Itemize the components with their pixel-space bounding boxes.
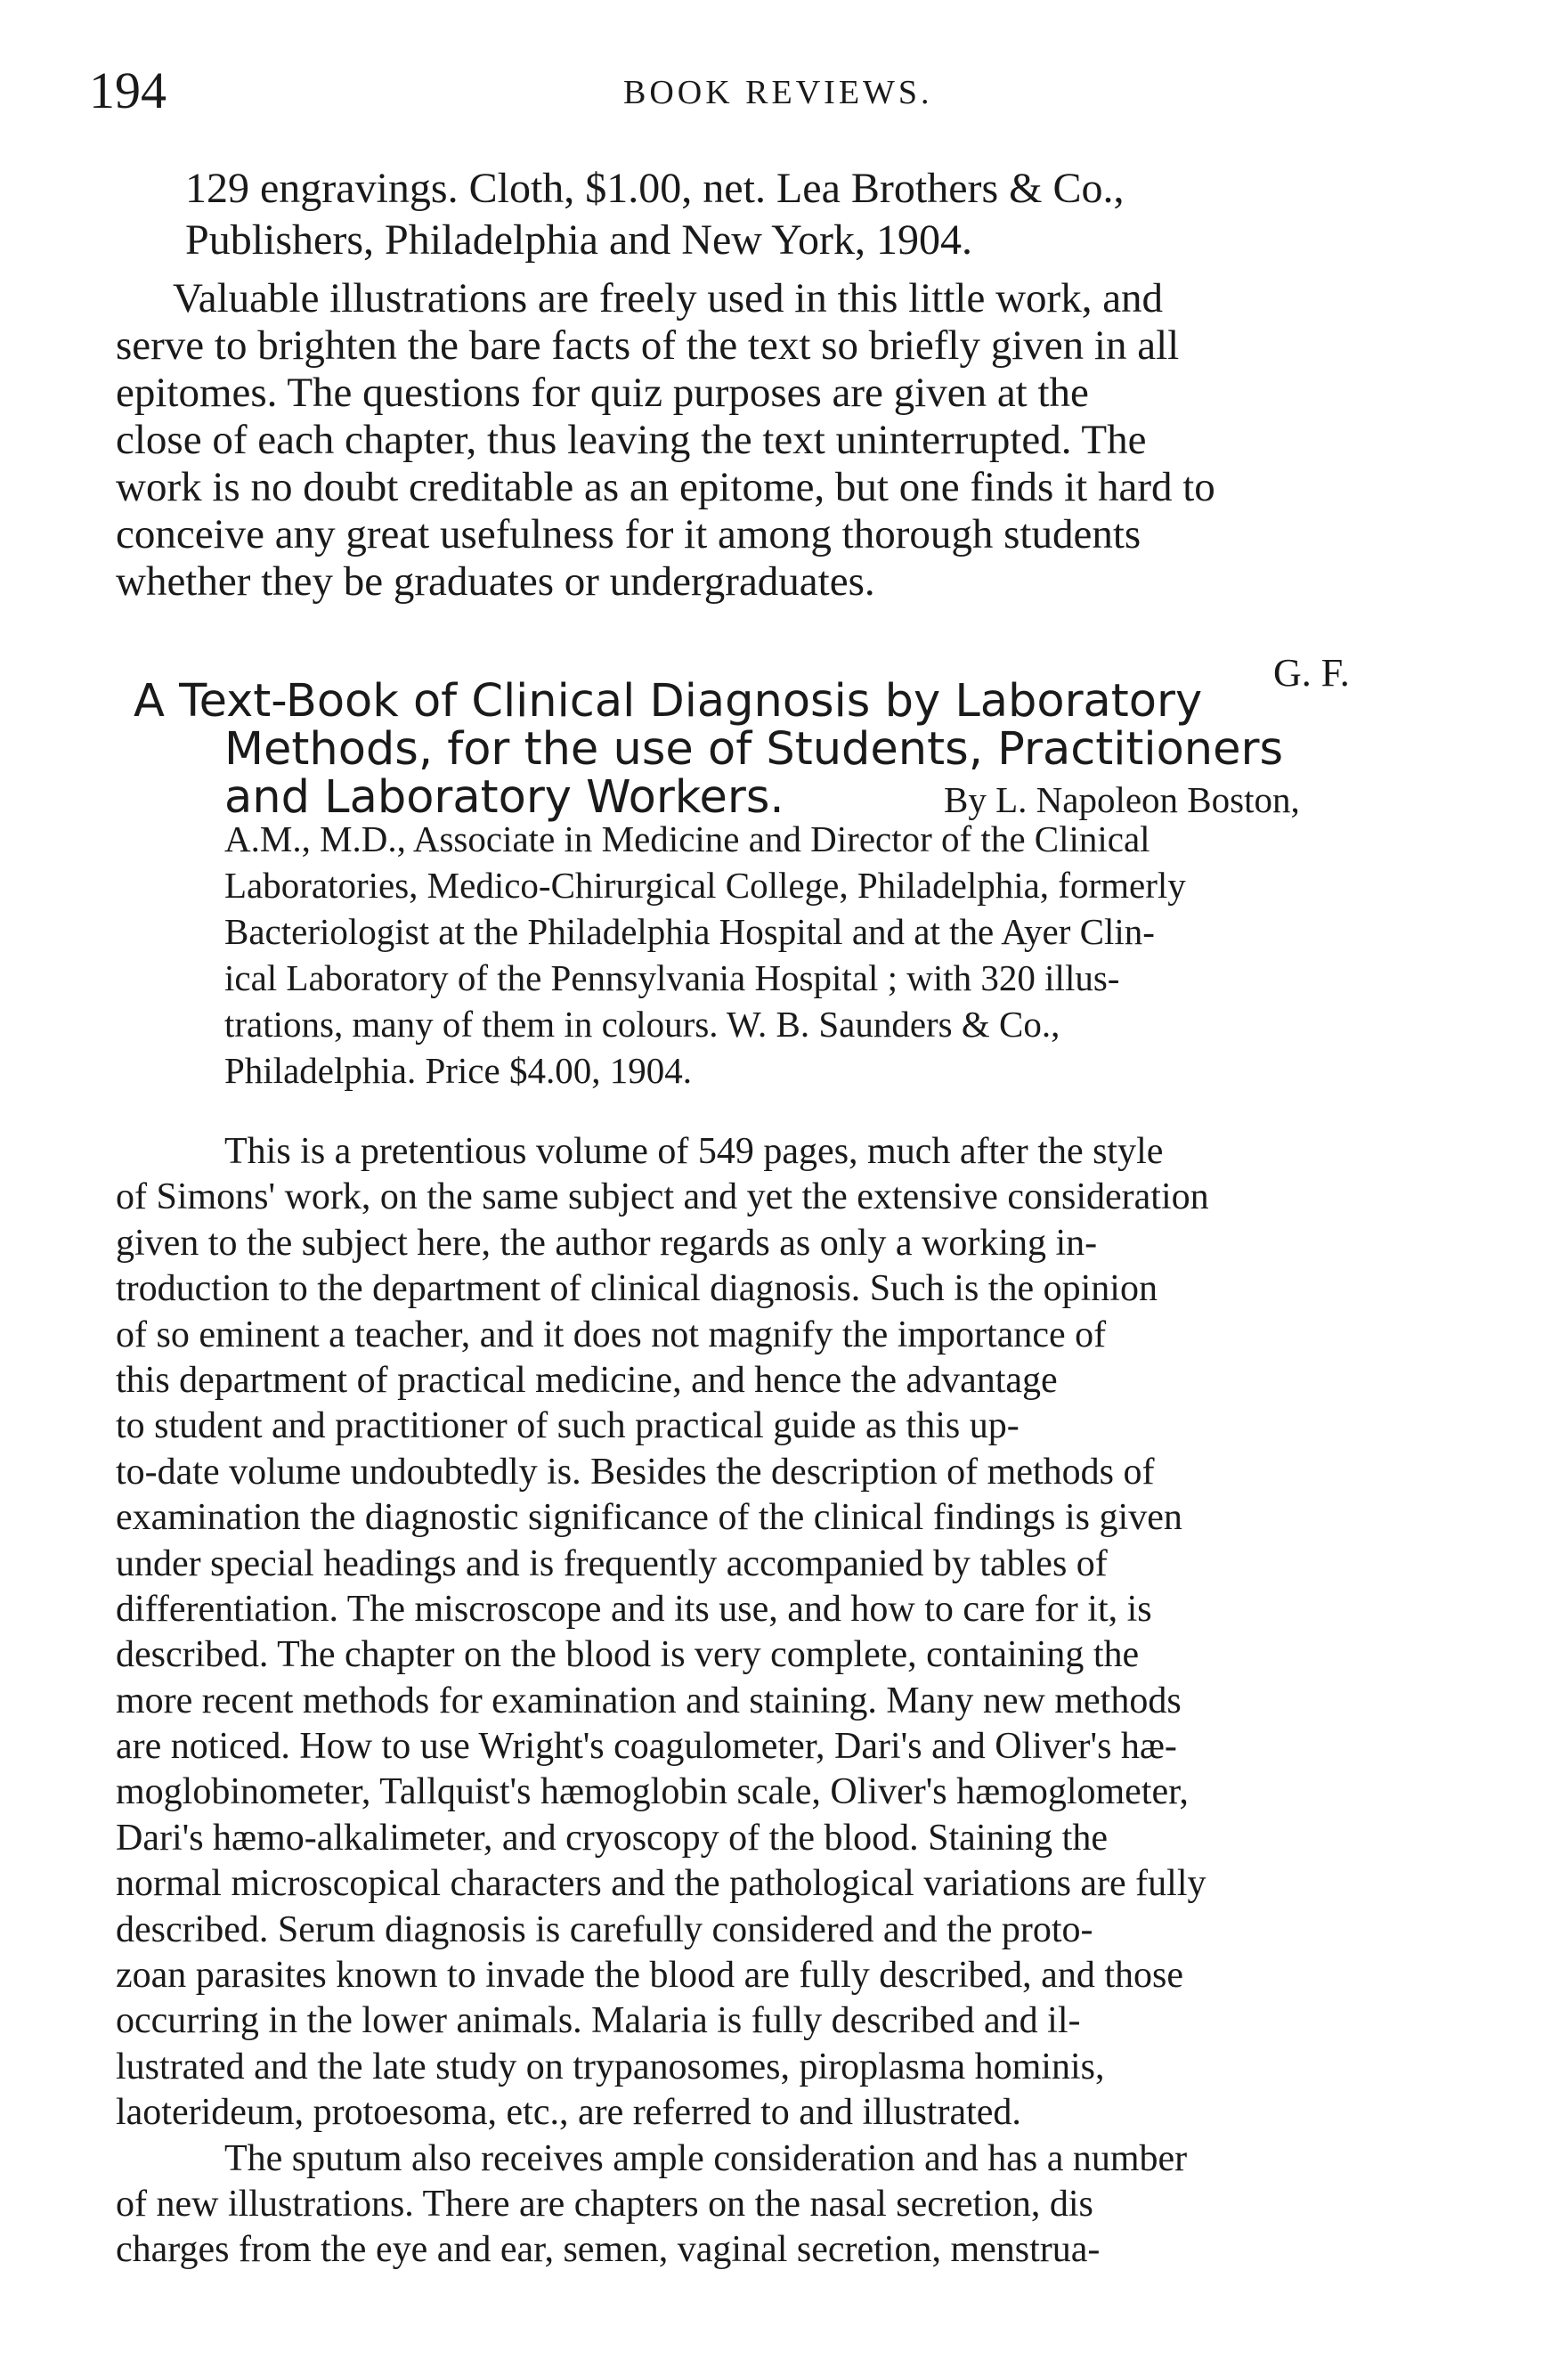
running-head: BOOK REVIEWS. (623, 74, 933, 111)
paragraph-line: epitomes. The questions for quiz purposes are given at the (116, 370, 1089, 416)
paragraph-line: serve to brighten the bare facts of the text so briefly given in all (116, 322, 1180, 369)
details-line: Laboratories, Medico-Chirurgical College, Philadelphia, formerly (224, 865, 1186, 906)
paragraph-line: whether they be graduates or undergraduates. (116, 558, 875, 605)
paragraph-line: more recent methods for examination and staining. Many new methods (116, 1680, 1182, 1721)
paragraph-line: Valuable illustrations are freely used in this little work, and (173, 275, 1164, 321)
paragraph-line: charges from the eye and ear, semen, vaginal secretion, menstrua- (116, 2229, 1101, 2271)
paragraph-line: zoan parasites known to invade the blood are fully described, and those (116, 1955, 1183, 1997)
review-body (116, 1133, 1209, 2277)
reviewer-signature: G. F. (1273, 651, 1350, 695)
paragraph-line: close of each chapter, thus leaving the text uninterrupted. The (116, 417, 1147, 463)
paragraph-line: to student and practitioner of such practical guide as this up- (116, 1405, 1020, 1447)
paragraph-line: Dari's hæmo-alkalimeter, and cryoscopy of the blood. Staining the (116, 1817, 1108, 1859)
paragraph-line: this department of practical medicine, and hence the advantage (116, 1359, 1058, 1401)
paragraph-line: examination the diagnostic significance of the clinical findings is given (116, 1497, 1182, 1539)
paragraph-line: of new illustrations. There are chapters on the nasal secretion, dis (116, 2183, 1093, 2225)
title-line: A Text-Book of Clinical Diagnosis by Laboratory (134, 675, 1203, 728)
previous-review-body (116, 275, 1215, 608)
page-number: 194 (89, 61, 167, 119)
paragraph-line: differentiation. The miscroscope and its use, and how to care for it, is (116, 1588, 1152, 1630)
paragraph-line: moglobinometer, Tallquist's hæmoglobin scale, Oliver's hæmoglometer, (116, 1771, 1189, 1813)
book-details (224, 818, 1186, 1099)
citation-line: Publishers, Philadelphia and New York, 1904. (185, 216, 972, 264)
paragraph-line: This is a pretentious volume of 549 pages, much after the style (224, 1131, 1164, 1172)
paragraph-line: work is no doubt creditable as an epitome, but one finds it hard to (116, 464, 1215, 510)
details-line: trations, many of them in colours. W. B. Saunders & Co., (224, 1004, 1060, 1045)
paragraph-line: of Simons' work, on the same subject and yet the extensive consideration (116, 1176, 1209, 1218)
paragraph-line: under special headings and is frequently accompanied by tables of (116, 1542, 1108, 1584)
paragraph-line: conceive any great usefulness for it among thorough students (116, 511, 1141, 557)
paragraph-line: given to the subject here, the author regards as only a working in- (116, 1222, 1098, 1264)
details-line: A.M., M.D., Associate in Medicine and Director of the Clinical (224, 818, 1150, 859)
paragraph-line: lustrated and the late study on trypanosomes, piroplasma hominis, (116, 2046, 1105, 2087)
paragraph-line: occurring in the lower animals. Malaria is fully described and il- (116, 2000, 1081, 2042)
previous-review-citation (185, 167, 1125, 271)
page-header (89, 61, 1478, 132)
paragraph-line: described. Serum diagnosis is carefully considered and the proto- (116, 1908, 1093, 1950)
details-line: Bacteriologist at the Philadelphia Hospital and at the Ayer Clin- (224, 911, 1155, 952)
paragraph-line: troduction to the department of clinical diagnosis. Such is the opinion (116, 1268, 1158, 1310)
paragraph-line: to-date volume undoubtedly is. Besides the description of methods of (116, 1451, 1155, 1493)
paragraph-line: The sputum also receives ample consideration and has a number (224, 2137, 1188, 2179)
details-line: Philadelphia. Price $4.00, 1904. (224, 1050, 692, 1091)
paragraph-line: of so eminent a teacher, and it does not magnify the importance of (116, 1314, 1107, 1355)
book-byline: By L. Napoleon Boston, (944, 779, 1300, 820)
paragraph-line: laoterideum, protoesoma, etc., are referred to and illustrated. (116, 2092, 1021, 2134)
citation-line: 129 engravings. Cloth, $1.00, net. Lea Brothers & Co., (185, 165, 1125, 212)
title-line: Methods, for the use of Students, Practitioners (224, 723, 1284, 776)
title-line: and Laboratory Workers. (224, 771, 784, 824)
paragraph-line: normal microscopical characters and the pathological variations are fully (116, 1863, 1206, 1905)
paragraph-line: described. The chapter on the blood is very complete, containing the (116, 1634, 1140, 1676)
details-line: ical Laboratory of the Pennsylvania Hospital ; with 320 illus- (224, 957, 1120, 998)
paragraph-line: are noticed. How to use Wright's coagulometer, Dari's and Oliver's hæ- (116, 1726, 1177, 1768)
